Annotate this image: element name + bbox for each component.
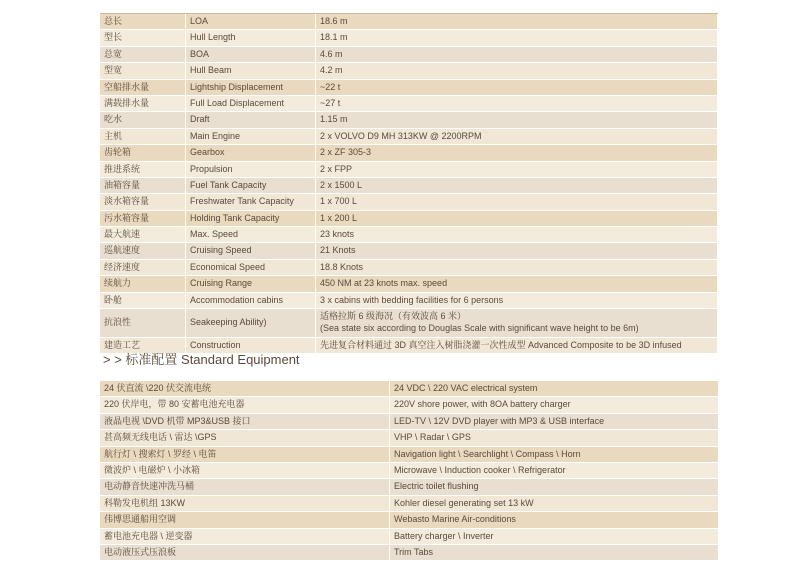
spec-value: 4.6 m <box>316 47 718 62</box>
equipment-en: Navigation light \ Searchlight \ Compass \ Horn <box>394 448 581 459</box>
equipment-row <box>100 545 718 561</box>
spec-cn-label: 推进系统 <box>100 162 186 177</box>
spec-value: 18.1 m <box>316 30 718 45</box>
spec-en-label: Propulsion <box>186 162 316 177</box>
spec-en-label: Full Load Displacement <box>186 96 316 111</box>
spec-value: 先进复合材料通过 3D 真空注入树脂浇灌一次性成型 Advanced Composite to be 3D infused <box>316 338 718 353</box>
spec-cn-label: 总宽 <box>100 47 186 62</box>
spec-value: 23 knots <box>316 227 718 242</box>
spec-cn-label: 满载排水量 <box>100 96 186 111</box>
spec-value: 1 x 200 L <box>316 211 718 226</box>
equipment-row <box>100 397 718 413</box>
spec-value: 3 x cabins with bedding facilities for 6 persons <box>316 293 718 308</box>
equipment-row <box>100 496 718 512</box>
equipment-cn: 电动液压式压浪板 <box>100 545 390 560</box>
equipment-en: VHP \ Radar \ GPS <box>394 432 471 443</box>
spec-value: 2 x ZF 305-3 <box>316 145 718 160</box>
spec-value: 2 x FPP <box>316 162 718 177</box>
equipment-row <box>100 414 718 430</box>
spec-value: 18.6 m <box>316 14 718 29</box>
spec-value: ~22 t <box>316 80 718 95</box>
spec-cn-label: 型长 <box>100 30 186 45</box>
spec-en-label: Seakeeping Ability) <box>186 309 316 337</box>
spec-en-label: Economical Speed <box>186 260 316 275</box>
spec-cn-label: 抗浪性 <box>100 309 186 337</box>
specifications-table <box>100 13 718 354</box>
equipment-cn: 电动静音快速冲洗马桶 <box>100 479 390 494</box>
equipment-row <box>100 463 718 479</box>
spec-value: 2 x VOLVO D9 MH 313KW @ 2200RPM <box>316 129 718 144</box>
spec-row-draft <box>100 112 718 128</box>
spec-row-economical-speed <box>100 260 718 276</box>
spec-row-cruising-speed <box>100 243 718 259</box>
equipment-cn: 航行灯 \ 搜索灯 \ 罗经 \ 电笛 <box>100 447 390 462</box>
equipment-cn: 伟博思通船用空调 <box>100 512 390 527</box>
spec-cn-label: 主机 <box>100 129 186 144</box>
spec-en-label: Holding Tank Capacity <box>186 211 316 226</box>
spec-en-label: Construction <box>186 338 316 353</box>
spec-cn-label: 建造工艺 <box>100 338 186 353</box>
equipment-cn: 科勒发电机组 13KW <box>100 496 390 511</box>
spec-cn-label: 污水箱容量 <box>100 211 186 226</box>
spec-en-label: Freshwater Tank Capacity <box>186 194 316 209</box>
spec-row-holding-tank <box>100 211 718 227</box>
equipment-row <box>100 512 718 528</box>
equipment-en: Microwave \ Induction cooker \ Refrigerator <box>394 464 566 475</box>
spec-value <box>316 309 718 337</box>
spec-value: 18.8 Knots <box>316 260 718 275</box>
equipment-row <box>100 529 718 545</box>
spec-value: ~27 t <box>316 96 718 111</box>
spec-value: 1 x 700 L <box>316 194 718 209</box>
spec-cn-label: 齿轮箱 <box>100 145 186 160</box>
equipment-en: Kohler diesel generating set 13 kW <box>394 497 534 508</box>
equipment-en: Webasto Marine Air-conditions <box>394 514 516 525</box>
equipment-cn: 液晶电视 \DVD 机带 MP3&USB 接口 <box>100 414 390 429</box>
spec-en-label: BOA <box>186 47 316 62</box>
equipment-en: LED-TV \ 12V DVD player with MP3 & USB interface <box>394 415 605 426</box>
spec-cn-label: 吃水 <box>100 112 186 127</box>
spec-row-main-engine <box>100 129 718 145</box>
spec-row-lightship-displacement <box>100 80 718 96</box>
seakeeping-value-cn: 适格拉斯 6 级海况（有效波高 6 米） <box>320 311 467 322</box>
spec-row-boa <box>100 47 718 63</box>
spec-en-label: Draft <box>186 112 316 127</box>
equipment-row <box>100 381 718 397</box>
spec-en-label: Main Engine <box>186 129 316 144</box>
equipment-en: 24 VDC \ 220 VAC electrical system <box>394 383 538 393</box>
spec-row-max-speed <box>100 227 718 243</box>
spec-value: 450 NM at 23 knots max. speed <box>316 276 718 291</box>
spec-row-hull-beam <box>100 63 718 79</box>
spec-en-label: Hull Beam <box>186 63 316 78</box>
standard-equipment-table <box>100 381 718 561</box>
spec-row-propulsion <box>100 162 718 178</box>
spec-cn-label: 型宽 <box>100 63 186 78</box>
equipment-en: Battery charger \ Inverter <box>394 530 494 541</box>
spec-value: 4.2 m <box>316 63 718 78</box>
spec-cn-label: 卧舱 <box>100 293 186 308</box>
spec-row-fuel-tank <box>100 178 718 194</box>
spec-row-gearbox <box>100 145 718 161</box>
spec-value: 1.15 m <box>316 112 718 127</box>
spec-cn-label: 总长 <box>100 14 186 29</box>
spec-value: 21 Knots <box>316 243 718 258</box>
spec-en-label: LOA <box>186 14 316 29</box>
equipment-cn: 220 伏岸电，带 80 安蓄电池充电器 <box>100 397 390 412</box>
spec-en-label: Fuel Tank Capacity <box>186 178 316 193</box>
spec-en-label: Max. Speed <box>186 227 316 242</box>
equipment-cn: 蓄电池充电器 \ 逆变器 <box>100 529 390 544</box>
spec-en-label: Accommodation cabins <box>186 293 316 308</box>
spec-row-accommodation <box>100 293 718 309</box>
spec-cn-label: 巡航速度 <box>100 243 186 258</box>
spec-row-loa <box>100 14 718 30</box>
seakeeping-value-en: (Sea state six according to Douglas Scale with significant wave height to be 6m) <box>320 322 639 333</box>
equipment-cn: 甚高频无线电话 \ 雷达 \GPS <box>100 430 390 445</box>
spec-row-freshwater-tank <box>100 194 718 210</box>
spec-en-label: Gearbox <box>186 145 316 160</box>
spec-cn-label: 油箱容量 <box>100 178 186 193</box>
standard-equipment-heading: > > 标准配置 Standard Equipment <box>103 352 300 367</box>
equipment-cn: 微波炉 \ 电磁炉 \ 小冰箱 <box>100 463 390 478</box>
spec-cn-label: 空船排水量 <box>100 80 186 95</box>
spec-row-full-load-displacement <box>100 96 718 112</box>
spec-en-label: Cruising Speed <box>186 243 316 258</box>
spec-en-label: Cruising Range <box>186 276 316 291</box>
spec-en-label: Hull Length <box>186 30 316 45</box>
spec-row-seakeeping <box>100 309 718 338</box>
equipment-row <box>100 430 718 446</box>
spec-cn-label: 淡水箱容量 <box>100 194 186 209</box>
equipment-cn: 24 伏直流 \220 伏交流电统 <box>100 381 390 396</box>
spec-value: 2 x 1500 L <box>316 178 718 193</box>
spec-row-hull-length <box>100 30 718 46</box>
equipment-en: 220V shore power, with 8OA battery charger <box>394 399 571 410</box>
equipment-en: Trim Tabs <box>394 546 434 557</box>
spec-cn-label: 续航力 <box>100 276 186 291</box>
equipment-en: Electric toilet flushing <box>394 481 479 492</box>
spec-cn-label: 经济速度 <box>100 260 186 275</box>
spec-cn-label: 最大航速 <box>100 227 186 242</box>
equipment-row <box>100 447 718 463</box>
equipment-row <box>100 479 718 495</box>
spec-en-label: Lightship Displacement <box>186 80 316 95</box>
spec-row-cruising-range <box>100 276 718 292</box>
